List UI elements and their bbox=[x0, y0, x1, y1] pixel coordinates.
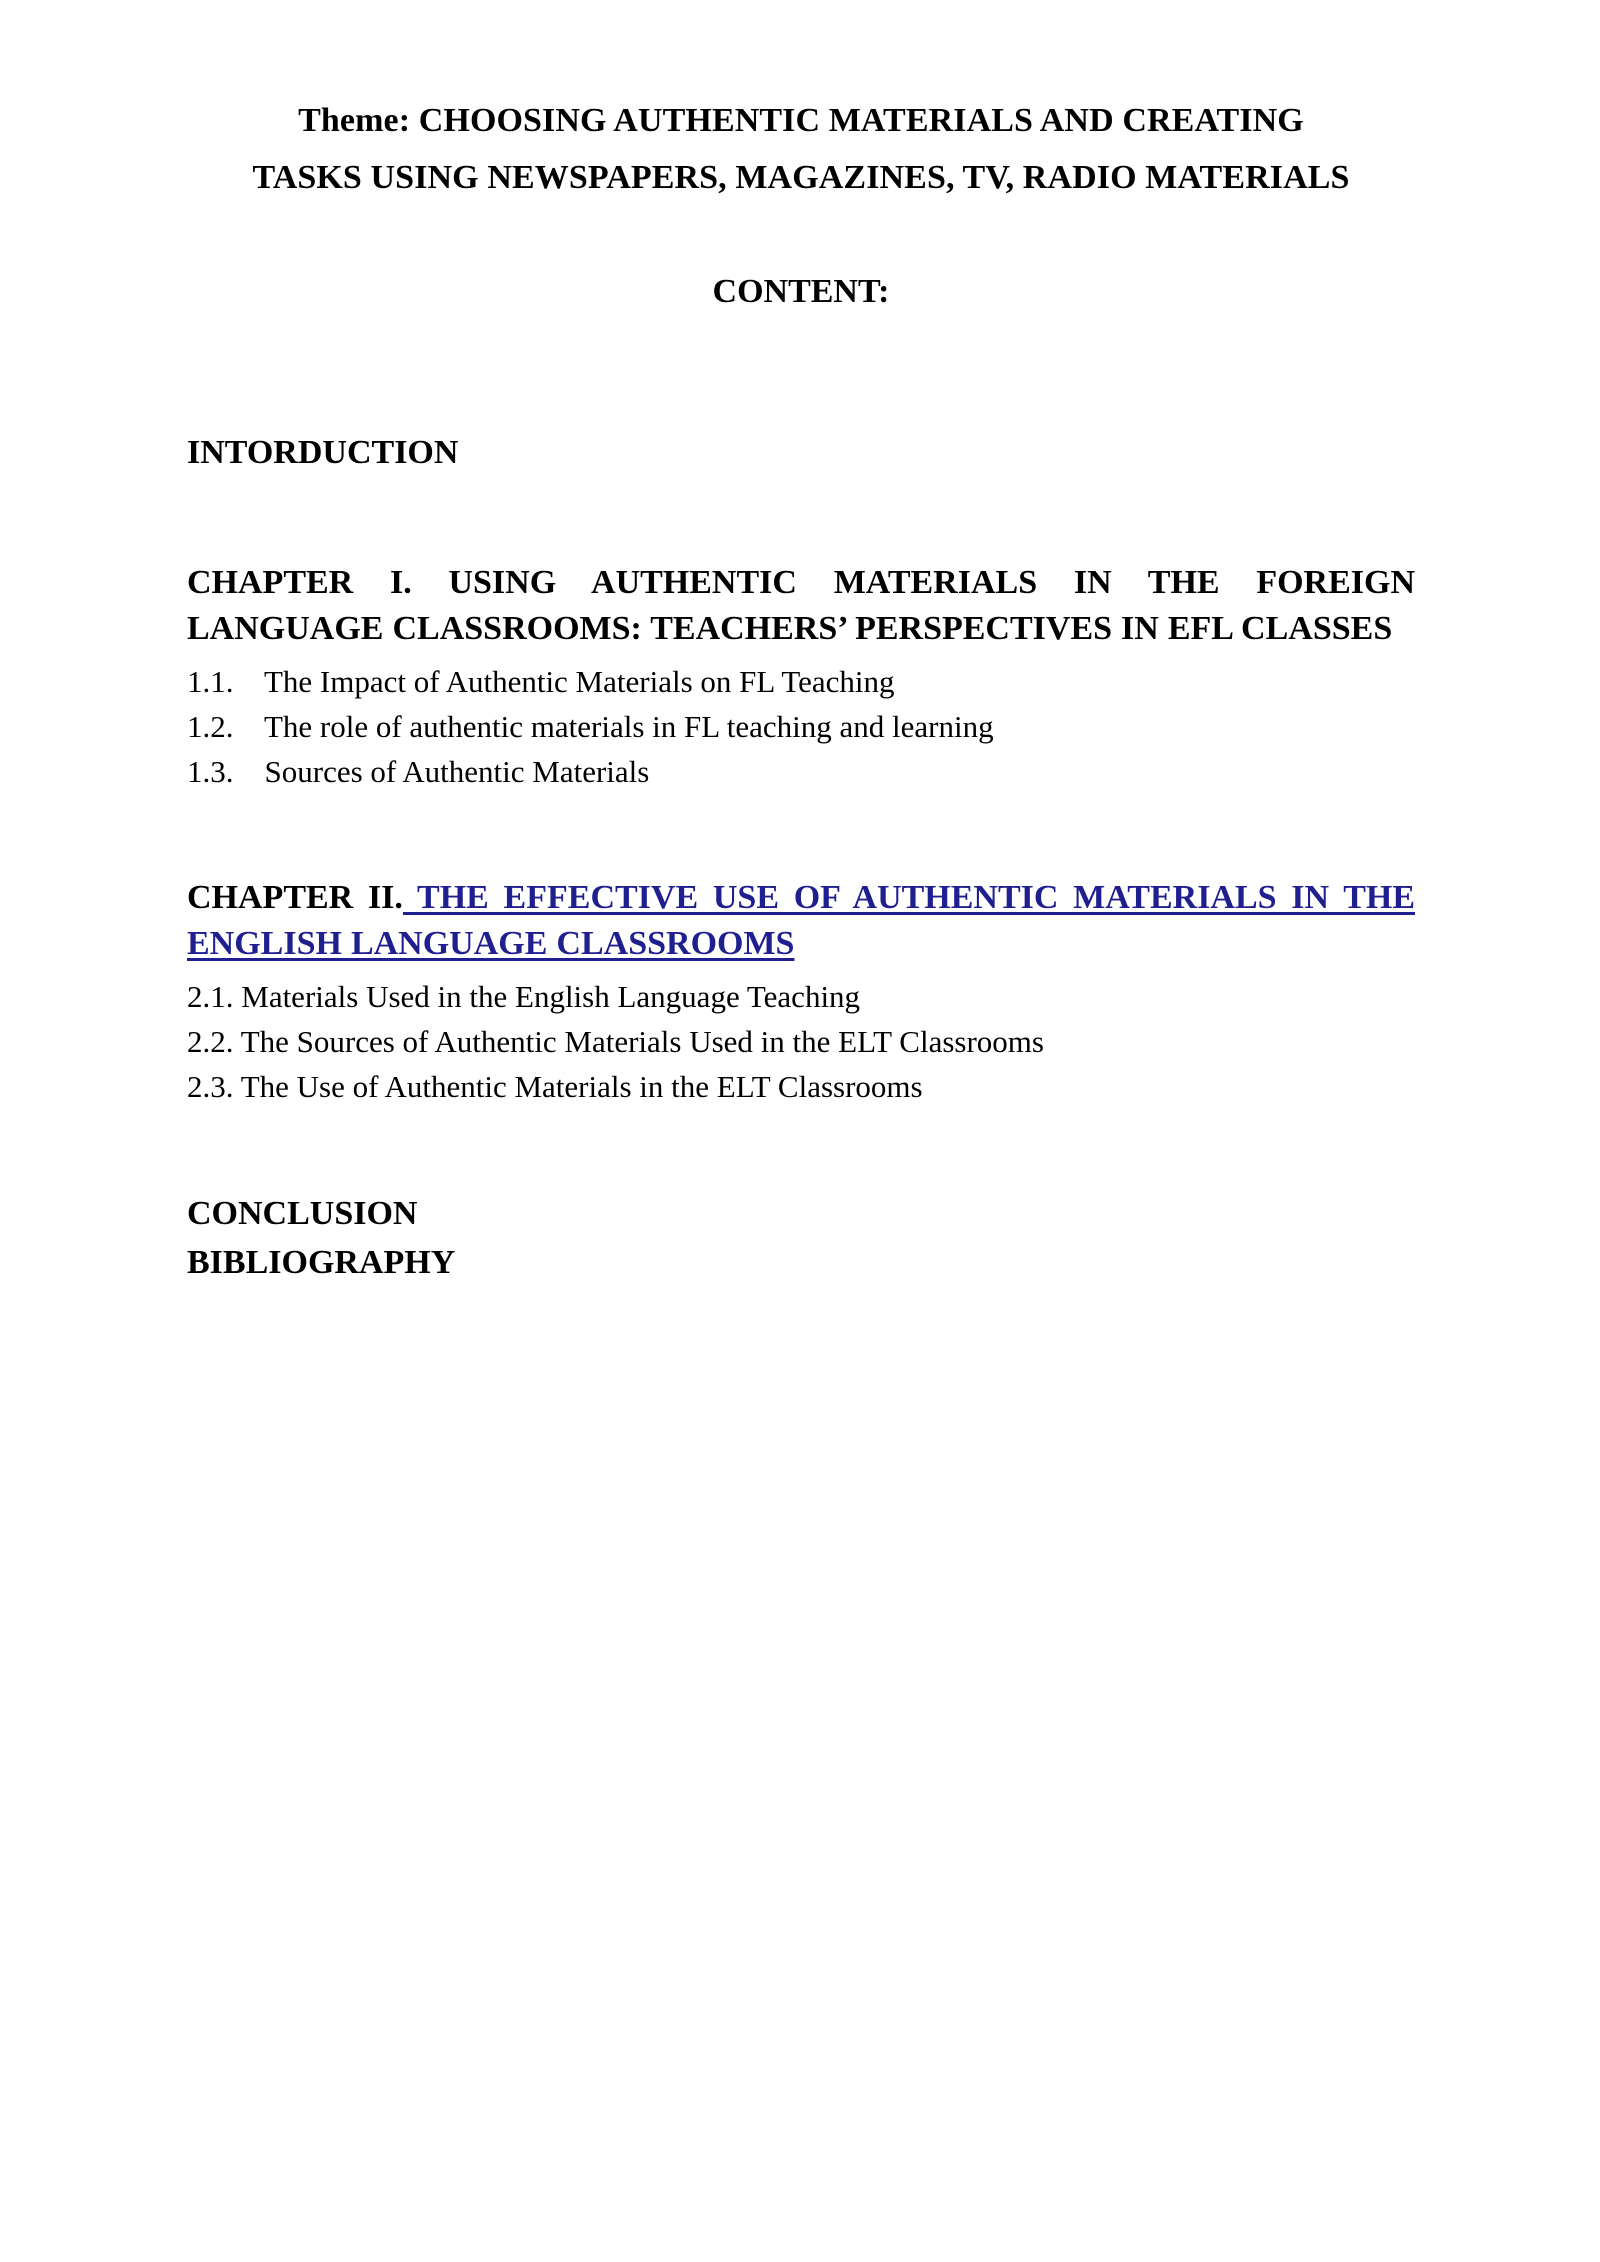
toc-item-1-3: 1.3. Sources of Authentic Materials bbox=[187, 754, 650, 790]
document-title bbox=[187, 104, 1415, 195]
chapter-two-heading-prefix: CHAPTER II. bbox=[187, 879, 403, 917]
spacer-before-chapter-one bbox=[187, 472, 1415, 560]
toc-item-2-1: 2.1. Materials Used in the English Language Teaching bbox=[187, 979, 861, 1015]
conclusion-heading: CONCLUSION bbox=[187, 1195, 418, 1233]
toc-item-1-2: 1.2. The role of authentic materials in FL teaching and learning bbox=[187, 709, 994, 745]
introduction-heading: INTORDUCTION bbox=[187, 434, 459, 471]
chapter-two-heading-link[interactable]: THE EFFECTIVE USE OF AUTHENTIC MATERIALS IN THE ENGLISH LANGUAGE CLASSROOMS bbox=[187, 879, 1415, 963]
toc-item-2-2: 2.2. The Sources of Authentic Materials Used in the ELT Classrooms bbox=[187, 1024, 1044, 1060]
bibliography-heading: BIBLIOGRAPHY bbox=[187, 1244, 456, 1282]
spacer-before-chapter-two bbox=[187, 787, 1415, 875]
content-heading: CONTENT: bbox=[712, 273, 890, 310]
document-title-line-1: Theme: CHOOSING AUTHENTIC MATERIALS AND CREATING bbox=[298, 102, 1304, 139]
document-title-line-2: TASKS USING NEWSPAPERS, MAGAZINES, TV, RADIO MATERIALS bbox=[252, 159, 1350, 196]
toc-item-1-1: 1.1. The Impact of Authentic Materials on FL Teaching bbox=[187, 664, 895, 700]
chapter-two-heading bbox=[187, 875, 1415, 967]
spacer-before-conclusion bbox=[187, 1102, 1415, 1190]
spacer-before-introduction bbox=[187, 311, 1415, 434]
toc-item-2-3: 2.3. The Use of Authentic Materials in the ELT Classrooms bbox=[187, 1069, 923, 1105]
chapter-one-heading: CHAPTER I. USING AUTHENTIC MATERIALS IN THE FOREIGN LANGUAGE CLASSROOMS: TEACHERS’ PERSPECTIVES IN EFL CLASSES bbox=[187, 564, 1415, 648]
document-body bbox=[187, 0, 1415, 1288]
